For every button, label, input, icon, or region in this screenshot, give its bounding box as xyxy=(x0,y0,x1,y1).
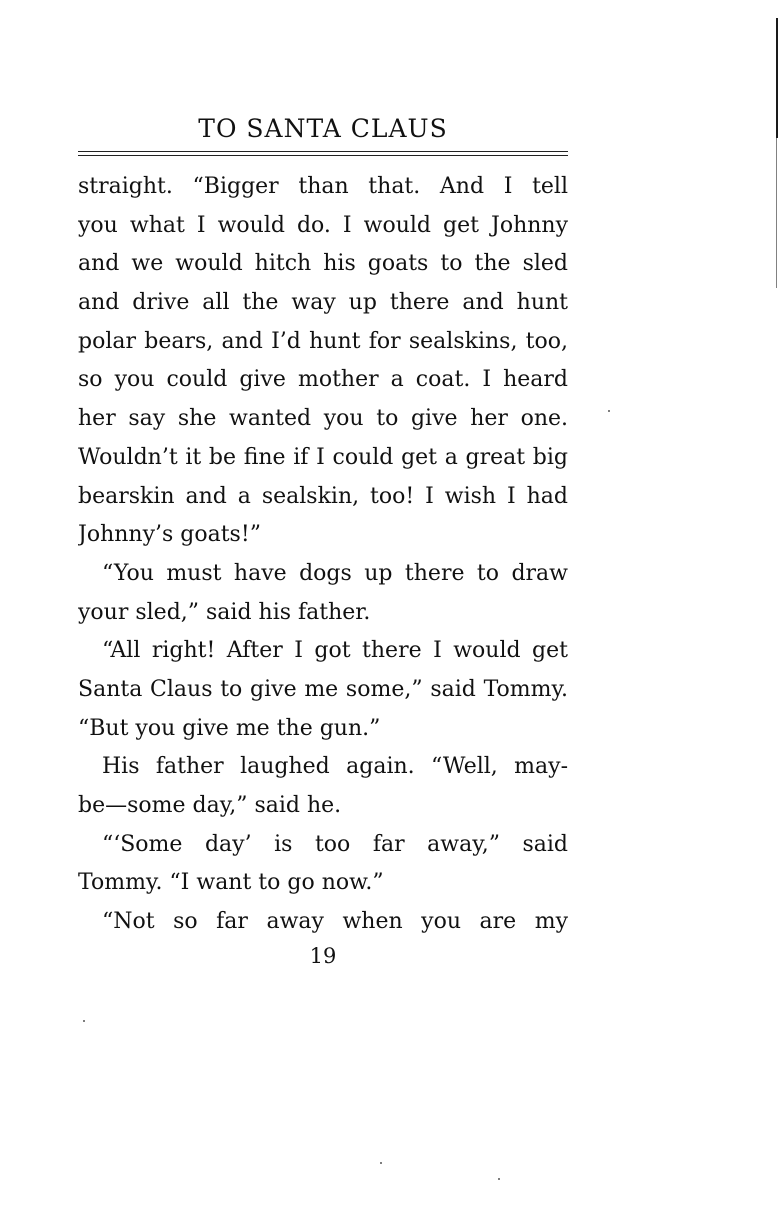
scan-speck xyxy=(380,1162,382,1164)
text-line: “Not so far away when you are my xyxy=(102,909,568,935)
scan-speck xyxy=(83,1020,85,1022)
page-number: 19 xyxy=(309,944,337,968)
text-line: “‘Some day’ is too far away,” said xyxy=(102,831,568,857)
text-line: polar bears, and I’d hunt for sealskins, too, xyxy=(78,328,568,354)
text-line: “All right! After I got there I would get xyxy=(102,638,568,664)
text-line: Johnny’s goats!” xyxy=(78,522,261,548)
text-line: and we would hitch his goats to the sled xyxy=(78,251,568,277)
running-head: TO SANTA CLAUS xyxy=(198,114,448,143)
text-line: Tommy. “I want to go now.” xyxy=(78,870,384,896)
header-rule-bottom xyxy=(78,155,568,156)
text-line: straight. “Bigger than that. And I tell xyxy=(78,174,568,199)
text-line: Wouldn’t it be fine if I could get a great big xyxy=(78,444,568,470)
text-line: be—some day,” said he. xyxy=(78,793,342,818)
scan-edge-mark xyxy=(776,18,778,138)
header-rule-top xyxy=(78,151,568,152)
text-line: His father laughed again. “Well, may- xyxy=(102,754,568,780)
text-line: “But you give me the gun.” xyxy=(78,715,381,741)
text-line: “You must have dogs up there to draw xyxy=(102,560,568,586)
text-line: you what I would do. I would get Johnny xyxy=(78,212,568,238)
text-line: your sled,” said his father. xyxy=(78,599,371,625)
scan-edge-mark-faint xyxy=(776,138,777,288)
text-line: and drive all the way up there and hunt xyxy=(78,290,568,316)
text-line: her say she wanted you to give her one. xyxy=(78,406,568,432)
text-line: bearskin and a sealskin, too! I wish I had xyxy=(78,483,568,509)
scan-speck xyxy=(608,410,610,412)
text-line: Santa Claus to give me some,” said Tommy. xyxy=(78,676,568,702)
body-text xyxy=(78,168,568,942)
text-line: so you could give mother a coat. I heard xyxy=(78,367,568,393)
scan-speck xyxy=(498,1178,500,1180)
